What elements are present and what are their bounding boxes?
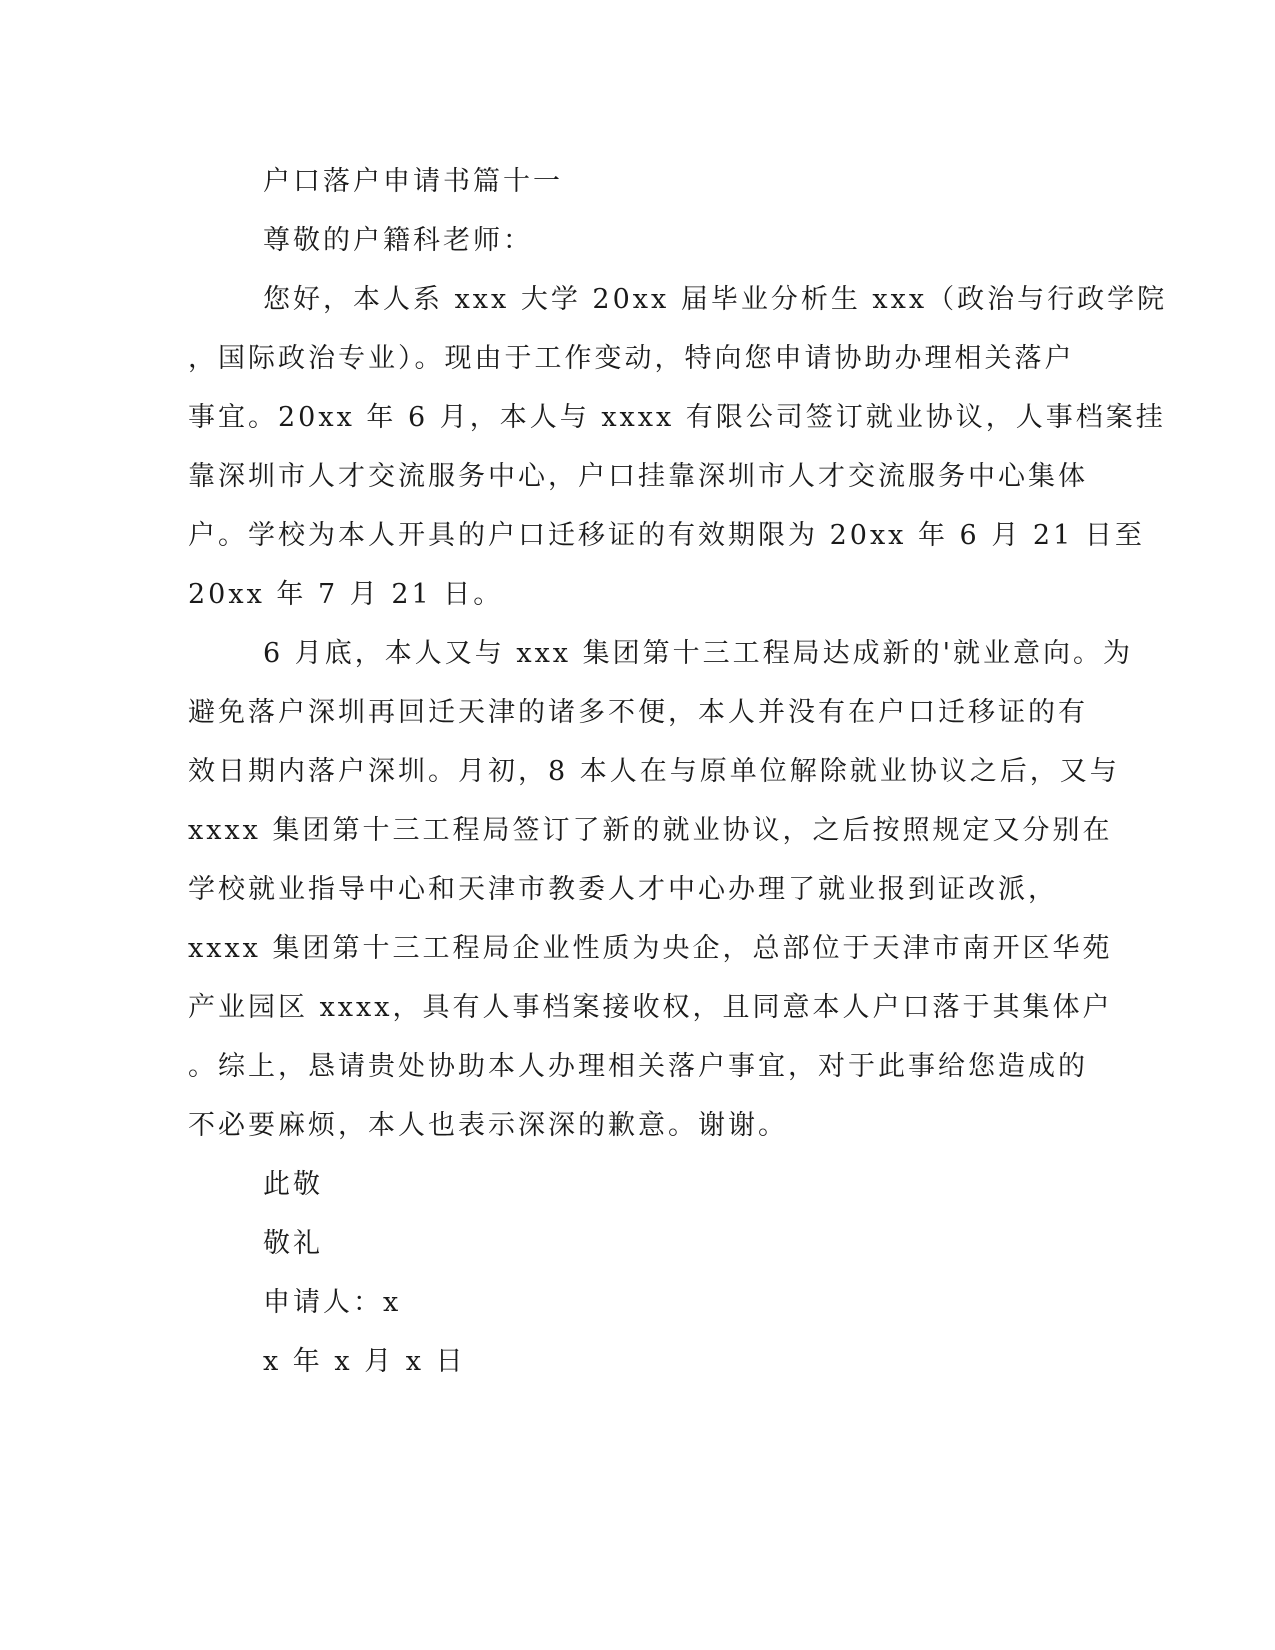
paragraph2-line: 产业园区 xxxx，具有人事档案接收权，且同意本人户口落于其集体户 (188, 992, 1113, 1023)
paragraph1-line: 20xx 年 7 月 21 日。 (188, 579, 504, 610)
paragraph1-line: 户。学校为本人开具的户口迁移证的有效期限为 20xx 年 6 月 21 日至 (188, 520, 1145, 551)
paragraph1-line: 您好，本人系 xxx 大学 20xx 届毕业分析生 xxx（政治与行政学院 (263, 284, 1168, 315)
paragraph1-line: ，国际政治专业）。现由于工作变动，特向您申请协助办理相关落户 (188, 343, 1075, 374)
paragraph2-line: 不必要麻烦，本人也表示深深的歉意。谢谢。 (188, 1110, 788, 1141)
paragraph2-line: 学校就业指导中心和天津市教委人才中心办理了就业报到证改派， (188, 874, 1058, 905)
paragraph2-line: xxxx 集团第十三工程局签订了新的就业协议，之后按照规定又分别在 (188, 815, 1113, 846)
applicant-signature: 申请人：x (263, 1287, 402, 1318)
paragraph2-line: 效日期内落户深圳。月初，8 本人在与原单位解除就业协议之后，又与 (188, 756, 1120, 787)
paragraph2-line: 。综上，恳请贵处协助本人办理相关落户事宜，对于此事给您造成的 (188, 1051, 1088, 1082)
paragraph2-line: xxxx 集团第十三工程局企业性质为央企，总部位于天津市南开区华苑 (188, 933, 1113, 964)
closing-respectfully: 此敬 (263, 1169, 323, 1200)
closing-salute: 敬礼 (263, 1228, 323, 1259)
paragraph1-line: 靠深圳市人才交流服务中心，户口挂靠深圳市人才交流服务中心集体 (188, 461, 1088, 492)
paragraph2-line: 避免落户深圳再回迁天津的诸多不便，本人并没有在户口迁移证的有 (188, 697, 1088, 728)
signature-date: x 年 x 月 x 日 (263, 1346, 466, 1377)
document-title: 户口落户申请书篇十一 (263, 166, 563, 197)
paragraph1-line: 事宜。20xx 年 6 月，本人与 xxxx 有限公司签订就业协议，人事档案挂 (188, 402, 1166, 433)
paragraph2-line: 6 月底，本人又与 xxx 集团第十三工程局达成新的'就业意向。为 (263, 638, 1134, 669)
salutation: 尊敬的户籍科老师： (263, 225, 533, 256)
